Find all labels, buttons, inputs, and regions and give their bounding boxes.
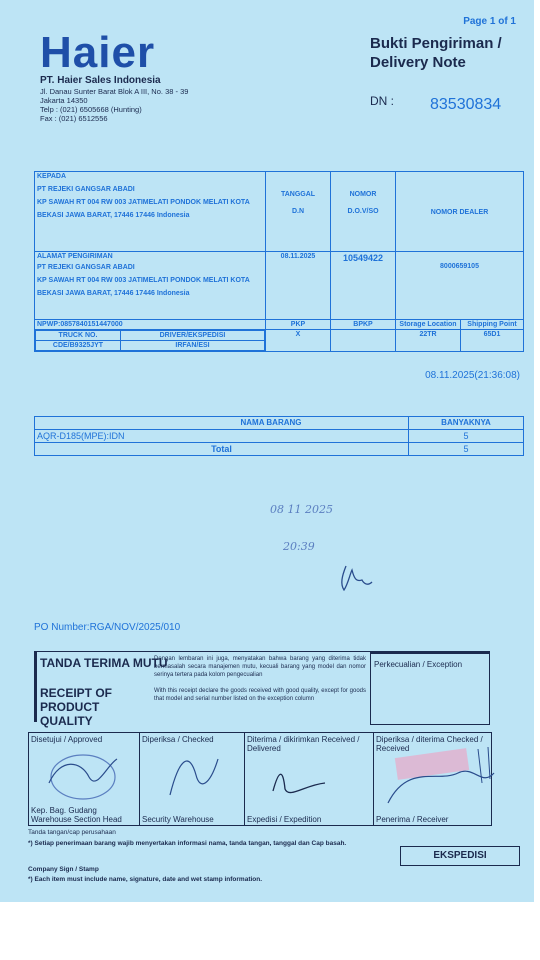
haier-logo: Haier <box>40 28 156 77</box>
total-label: Total <box>35 443 409 456</box>
tanggal-value: 08.11.2025 <box>266 252 331 320</box>
warehouse-head-line-2: Warehouse Section Head <box>31 815 122 824</box>
ekspedisi-copy-label: EKSPEDISI <box>400 846 520 866</box>
dn-label: DN : <box>370 94 394 108</box>
company-sign-label: Company Sign / Stamp <box>28 866 99 873</box>
kepada-name: PT REJEKI GANGSAR ABADI <box>37 186 135 193</box>
kepada-address-1: KP SAWAH RT 004 RW 003 JATIMELATI PONDOK MELATI KOTA <box>37 199 250 206</box>
exception-box <box>370 651 490 725</box>
table-row <box>35 430 524 443</box>
items-header-blank <box>35 417 135 430</box>
alamat-address-1: KP SAWAH RT 004 RW 003 JATIMELATI PONDOK MELATI KOTA <box>37 277 250 284</box>
total-value: 5 <box>409 443 524 456</box>
shipping-address-cell <box>35 252 266 320</box>
approved-label: Disetujui / Approved <box>31 735 103 744</box>
handwritten-date: 08 11 2025 <box>270 503 333 516</box>
shipping-point-value: 65D1 <box>461 330 524 352</box>
receiver-company-stamp-icon <box>378 743 498 819</box>
truck-driver-cell <box>35 330 266 352</box>
tanda-terima-text: Dengan lembaran ini juga, menyatakan bahwa barang yang diterima tidak bermasalah secara manajemen mutu, kecuali barang yang model dan nomor serinya tertera pada kolom pengecualian <box>154 656 366 678</box>
bpkp-value <box>331 330 396 352</box>
truck-value: CDE/B9325JYT <box>36 341 121 351</box>
company-name: PT. Haier Sales Indonesia <box>40 75 161 86</box>
kepada-address-2: BEKASI JAWA BARAT, 17446 17446 Indonesia <box>37 212 190 219</box>
document-title <box>370 34 520 72</box>
warehouse-head-line-1: Kep. Bag. Gudang <box>31 806 97 815</box>
footer-note-id: *) Setiap penerimaan barang wajib menyertakan informasi nama, tanda tangan, tanggal dan Cap basah. <box>28 840 347 847</box>
exception-label: Perkecualian / Exception <box>374 660 463 669</box>
handwritten-time: 20:39 <box>283 540 315 553</box>
col-nama-barang: NAMA BARANG <box>134 417 409 430</box>
receiver-label: Penerima / Receiver <box>376 815 449 824</box>
expedition-signature <box>265 755 345 805</box>
truck-driver-subtable <box>35 330 265 351</box>
checked-received-label: Diperiksa / diterima Checked / Received <box>376 735 483 753</box>
nomor-sub: D.O.V/SO <box>347 208 379 215</box>
company-telp: Telp : (021) 6505668 (Hunting) <box>40 105 142 114</box>
warehouse-stamp-icon <box>41 747 121 803</box>
item-name: AQR-D185(MPE):IDN <box>35 430 409 443</box>
po-number: PO Number:RGA/NOV/2025/010 <box>34 622 181 633</box>
stamp-note: Tanda tangan/cap perusahaan <box>28 829 116 836</box>
receipt-text: With this receipt declare the goods received with good quality, except for goods that model and serial number listed on the exception column <box>154 688 366 702</box>
checked-label: Diperiksa / Checked <box>142 735 214 744</box>
title-line-1: Bukti Pengiriman / <box>370 35 502 52</box>
tanda-terima-title: TANDA TERIMA MUTU <box>40 656 168 670</box>
print-timestamp: 08.11.2025(21:36:08) <box>425 370 520 381</box>
page-indicator: Page 1 of 1 <box>463 16 516 27</box>
approved-cell <box>29 733 140 826</box>
dealer-value-cell <box>396 252 524 320</box>
truck-label: TRUCK NO. <box>36 331 121 341</box>
dealer-value: 8000659105 <box>440 263 479 270</box>
nomor-value: 10549422 <box>331 252 396 320</box>
pkp-label: PKP <box>266 320 331 330</box>
receipt-title: RECEIPT OF PRODUCT QUALITY <box>40 686 113 728</box>
dn-number: 83530834 <box>430 96 502 113</box>
items-table <box>34 416 524 456</box>
company-fax: Fax : (021) 6512556 <box>40 114 108 123</box>
footer-note-en: *) Each item must include name, signature, date and wet stamp information. <box>28 876 263 883</box>
nomor-label: NOMOR <box>349 191 377 198</box>
nomor-header-cell <box>331 172 396 252</box>
alamat-address-2: BEKASI JAWA BARAT, 17446 17446 Indonesia <box>37 290 190 297</box>
item-qty: 5 <box>409 430 524 443</box>
signature-table <box>28 732 492 826</box>
tanggal-sub: D.N <box>291 208 305 215</box>
shipping-point-label: Shipping Point <box>461 320 524 330</box>
received-delivered-cell <box>245 733 374 826</box>
pkp-value: X <box>266 330 331 352</box>
npwp: NPWP:0857840151447000 <box>35 320 266 330</box>
storage-location-value: 22TR <box>396 330 461 352</box>
expedition-label: Expedisi / Expedition <box>247 815 322 824</box>
initials-signature <box>336 562 376 596</box>
bpkp-label: BPKP <box>331 320 396 330</box>
company-address-2: Jakarta 14350 <box>40 96 88 105</box>
title-line-2: Delivery Note <box>370 54 466 71</box>
shipment-info-table <box>34 171 524 352</box>
received-delivered-label: Diterima / dikirimkan Received / Delivered <box>247 735 360 753</box>
tanggal-label: TANGGAL <box>280 191 316 198</box>
company-address-1: Jl. Danau Sunter Barat Blok A III, No. 38 - 39 <box>40 87 189 96</box>
col-banyaknya: BANYAKNYA <box>409 417 524 430</box>
checked-signature <box>160 745 230 805</box>
kepada-label: KEPADA <box>37 173 67 180</box>
checked-cell <box>140 733 245 826</box>
warehouse-head-label <box>31 806 122 824</box>
checked-received-cell <box>374 733 492 826</box>
driver-value: IRFAN/ESI <box>121 341 265 351</box>
recipient-cell <box>35 172 266 252</box>
alamat-label: ALAMAT PENGIRIMAN <box>37 253 113 260</box>
security-label: Security Warehouse <box>142 815 214 824</box>
driver-label: DRIVER/EKSPEDISI <box>121 331 265 341</box>
alamat-name: PT REJEKI GANGSAR ABADI <box>37 264 135 271</box>
storage-location-label: Storage Location <box>396 320 461 330</box>
nomor-dealer-header-cell <box>396 172 524 252</box>
tanggal-header-cell <box>266 172 331 252</box>
nomor-dealer-label: NOMOR DEALER <box>430 209 489 216</box>
